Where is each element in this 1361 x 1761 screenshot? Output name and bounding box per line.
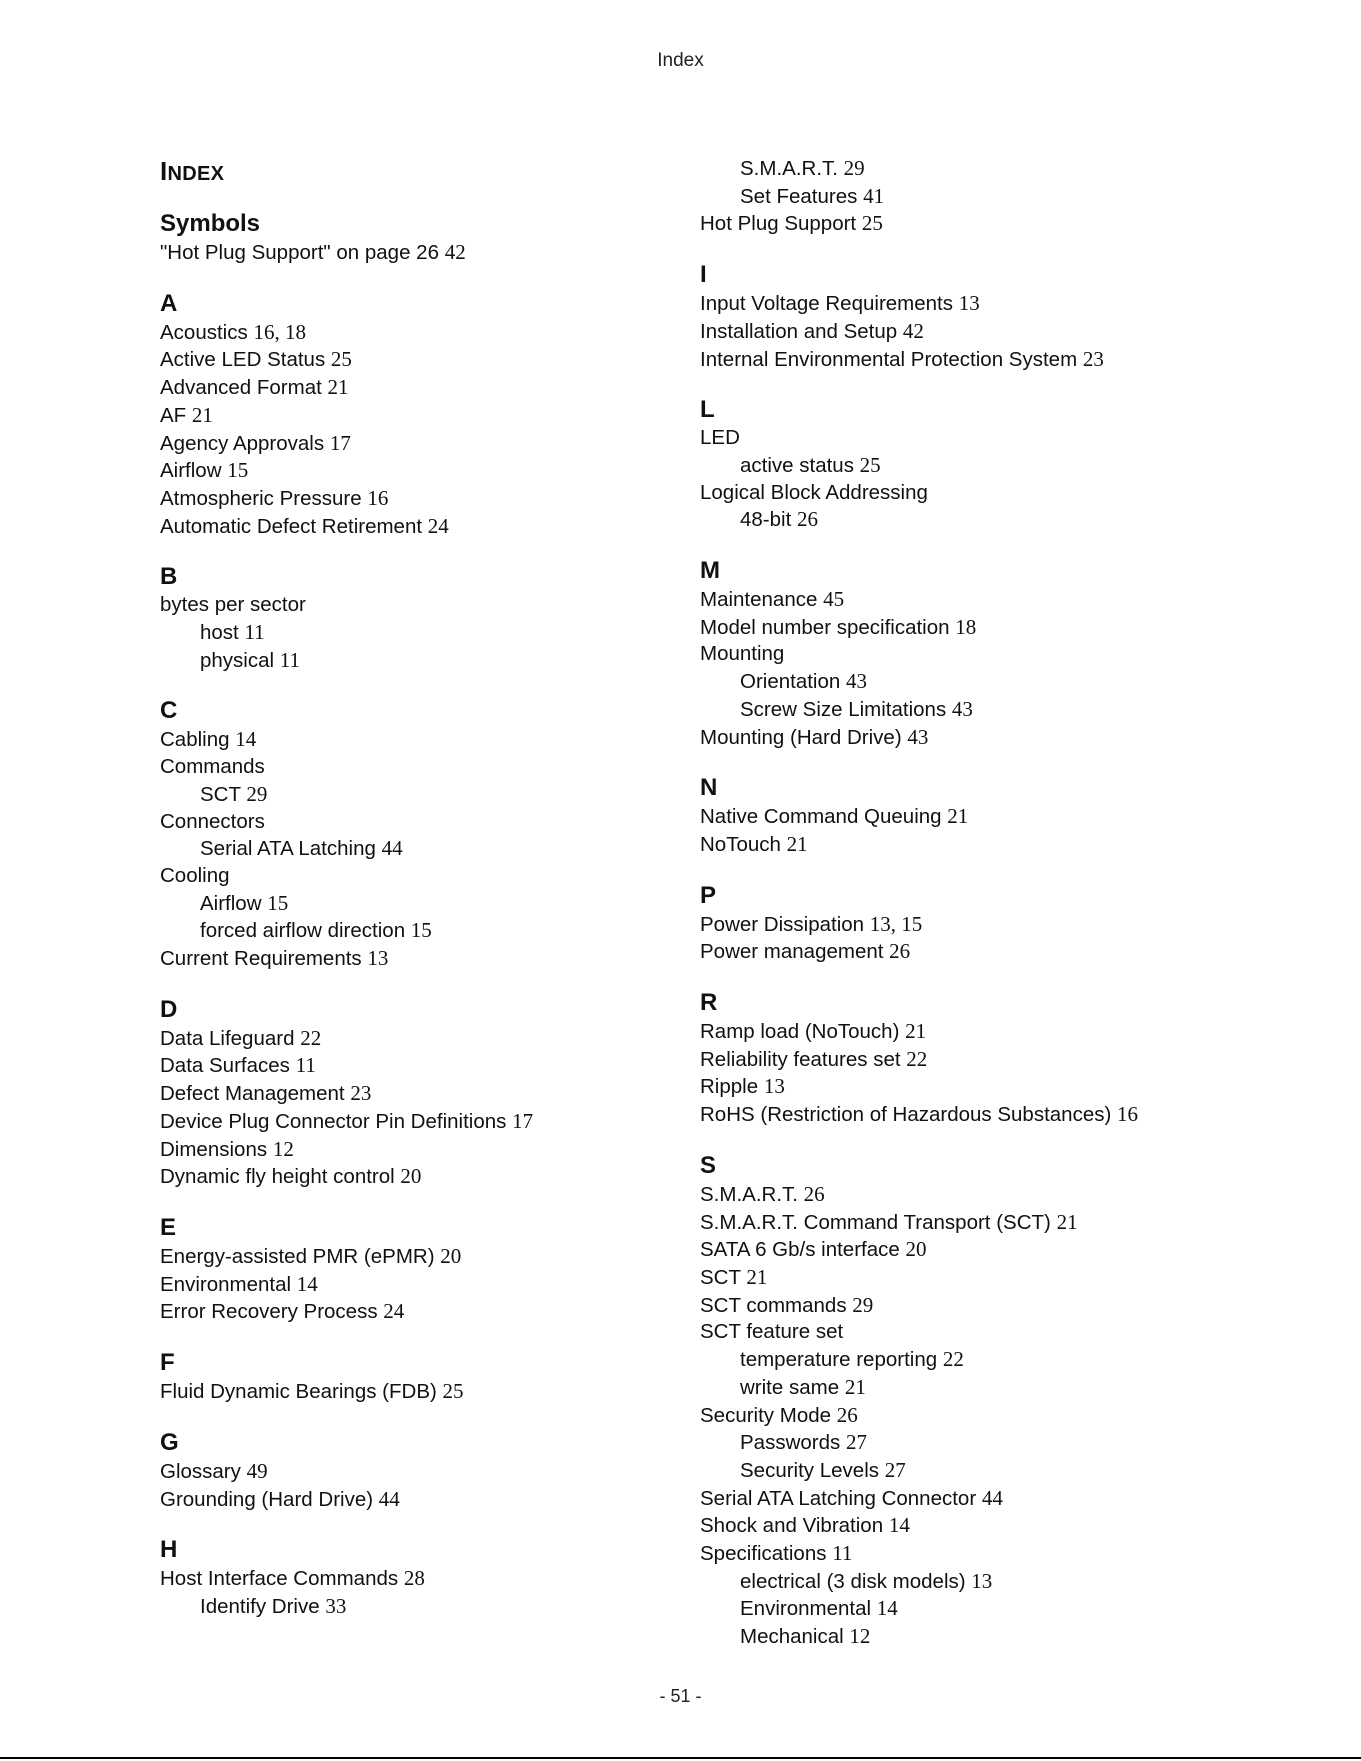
entry-term: Screw Size Limitations (740, 697, 947, 721)
entry-term: host (200, 621, 239, 645)
entry-term: AF (160, 403, 187, 427)
entry-page-ref[interactable]: 21 (1056, 1209, 1078, 1234)
entry-term: Ramp load (NoTouch) (700, 1020, 900, 1044)
entry-page-ref[interactable]: 17 (512, 1108, 534, 1133)
index-subentry (160, 890, 680, 918)
entry-term: Security Levels (740, 1458, 880, 1482)
index-entry (160, 457, 680, 485)
index-entry (700, 1402, 1260, 1430)
index-entry (700, 831, 1260, 859)
index-entry (700, 1264, 1260, 1292)
index-entry (700, 1018, 1260, 1046)
index-entry (700, 346, 1260, 374)
index-entry (160, 1565, 680, 1593)
index-entry (700, 1236, 1260, 1264)
entry-page-ref[interactable]: 24 (427, 513, 449, 538)
entry-term: Device Plug Connector Pin Definitions (160, 1109, 507, 1133)
entry-term: Advanced Format (160, 376, 322, 400)
entry-page-ref[interactable]: 15 (267, 890, 289, 915)
entry-page-ref[interactable]: 26 (803, 1181, 825, 1206)
entry-page-ref[interactable]: 25 (859, 452, 881, 477)
entry-term: SCT (200, 782, 241, 806)
entry-page-ref[interactable]: 15 (227, 458, 249, 483)
index-section (160, 1428, 680, 1513)
index-entry (700, 210, 1260, 238)
index-section (160, 1535, 680, 1620)
index-entry (160, 346, 680, 374)
index-section (700, 1151, 1260, 1651)
entry-term: Installation and Setup (700, 319, 898, 343)
section-letter: L (700, 396, 715, 424)
index-entry (700, 1540, 1260, 1568)
index-column-left (160, 150, 680, 1643)
entry-term: Energy-assisted PMR (ePMR) (160, 1244, 435, 1268)
entry-page-ref[interactable]: 41 (863, 183, 885, 208)
entry-page-ref[interactable]: 42 (444, 240, 466, 264)
index-section (700, 773, 1260, 858)
entry-page-ref[interactable]: 29 (852, 1292, 874, 1317)
index-entry (160, 1052, 680, 1080)
entry-term: Host Interface Commands (160, 1567, 399, 1591)
index-entry (160, 1486, 680, 1514)
entry-page-ref[interactable]: 29 (843, 156, 865, 180)
index-entry (700, 290, 1260, 318)
entry-term: Security Mode (700, 1403, 832, 1427)
entry-term: LED (700, 426, 740, 450)
index-entry (700, 1512, 1260, 1540)
index-entry (700, 1292, 1260, 1320)
index-entry (160, 863, 680, 890)
index-entry (160, 1243, 680, 1271)
entry-term: Connectors (160, 809, 265, 833)
entry-term: Error Recovery Process (160, 1300, 378, 1324)
entry-page-ref[interactable]: 16 (1117, 1102, 1139, 1127)
entry-term: Power management (700, 940, 884, 964)
entry-term: Reliability features set (700, 1047, 901, 1071)
entry-term: Airflow (160, 459, 222, 483)
entry-term: Model number specification (700, 615, 950, 639)
entry-term: Defect Management (160, 1082, 345, 1106)
entry-page-ref[interactable]: 13 (971, 1568, 993, 1593)
index-entry (700, 1101, 1260, 1129)
entry-term: Automatic Defect Retirement (160, 514, 423, 538)
entry-page-ref[interactable]: 22 (906, 1046, 928, 1071)
entry-page-ref[interactable]: 27 (845, 1430, 867, 1455)
entry-page-ref[interactable]: 21 (947, 804, 969, 829)
entry-term: SCT (700, 1265, 741, 1289)
entry-term: Acoustics (160, 320, 248, 344)
index-section (700, 260, 1260, 373)
index-entry (700, 803, 1260, 831)
entry-term: Native Command Queuing (700, 805, 942, 829)
entry-page-ref[interactable]: 25 (861, 211, 883, 236)
index-entry (160, 1378, 680, 1406)
entry-page-ref[interactable]: 20 (905, 1237, 927, 1262)
section-letter: D (160, 995, 178, 1023)
index-subentry (700, 1374, 1260, 1402)
index-section (160, 1213, 680, 1326)
entry-page-ref[interactable]: 22 (942, 1347, 964, 1372)
entry-term: Active LED Status (160, 348, 326, 372)
entry-page-ref[interactable]: 21 (905, 1019, 927, 1044)
entry-term: Hot Plug Support (700, 212, 857, 236)
entry-term: Ripple (700, 1075, 759, 1099)
index-entry (160, 1136, 680, 1164)
entry-page-ref[interactable]: 12 (272, 1136, 294, 1161)
entry-page-ref[interactable]: 42 (902, 318, 924, 343)
right-sections (700, 155, 1260, 1651)
section-letter: I (700, 261, 707, 289)
index-subentry (700, 183, 1260, 211)
index-entry (160, 430, 680, 458)
entry-page-ref[interactable]: 33 (325, 1593, 347, 1618)
section-letter: P (700, 881, 717, 909)
entry-term: "Hot Plug Support" on page 26 (160, 241, 439, 264)
entry-term: electrical (3 disk models) (740, 1569, 966, 1593)
entry-page-ref[interactable]: 49 (246, 1458, 268, 1483)
entry-term: SATA 6 Gb/s interface (700, 1238, 900, 1262)
section-letter: S (700, 1151, 717, 1179)
entry-term: Mechanical (740, 1625, 844, 1649)
index-section (700, 556, 1260, 751)
index-subentry (160, 781, 680, 809)
entry-term: Serial ATA Latching Connector (700, 1486, 977, 1510)
entry-page-ref[interactable]: 21 (844, 1374, 866, 1399)
entry-term: temperature reporting (740, 1348, 938, 1372)
entry-term: physical (200, 648, 275, 672)
index-entry (160, 945, 680, 973)
entry-page-ref[interactable]: 28 (403, 1566, 425, 1591)
entry-page-ref[interactable]: 26 (836, 1402, 858, 1427)
index-entry (160, 1080, 680, 1108)
index-entry (700, 1319, 1260, 1346)
entry-term: Glossary (160, 1459, 241, 1483)
index-entry (160, 726, 680, 754)
index-entry (700, 480, 1260, 507)
entry-page-ref[interactable]: 14 (888, 1513, 910, 1538)
entry-term: Grounding (Hard Drive) (160, 1487, 374, 1511)
index-subentry (700, 506, 1260, 534)
index-section (160, 289, 680, 541)
entry-page-ref[interactable]: 15 (410, 918, 432, 943)
entry-page-ref[interactable]: 29 (246, 781, 268, 806)
section-letter: B (160, 563, 178, 591)
entry-term: Mounting (700, 642, 785, 666)
index-entry (160, 402, 680, 430)
entry-page-ref[interactable]: 11 (295, 1053, 316, 1078)
running-head: Index (657, 50, 704, 71)
entry-page-ref[interactable]: 14 (235, 727, 257, 752)
entry-term: active status (740, 453, 854, 477)
entry-page-ref[interactable]: 45 (823, 587, 845, 612)
entry-term: Logical Block Addressing (700, 480, 928, 504)
entry-page-ref[interactable]: 44 (381, 836, 403, 861)
entry-term: write same (740, 1375, 840, 1399)
entry-page-ref[interactable]: 43 (845, 669, 867, 694)
entry-term: Dynamic fly height control (160, 1165, 395, 1189)
section-letter: R (700, 989, 718, 1017)
section-letter: C (160, 697, 178, 725)
index-entry (700, 641, 1260, 668)
section-letter: M (700, 557, 720, 585)
entry-term: RoHS (Restriction of Hazardous Substances) (700, 1103, 1112, 1127)
index-entry (700, 318, 1260, 346)
index-subentry (700, 452, 1260, 480)
index-entry (700, 1073, 1260, 1101)
index-entry (160, 1025, 680, 1053)
index-subentry (160, 835, 680, 863)
index-section (160, 1348, 680, 1406)
index-entry (160, 754, 680, 781)
entry-page-ref[interactable]: 11 (244, 620, 265, 645)
entry-page-ref[interactable]: 22 (300, 1025, 322, 1050)
index-entry (700, 425, 1260, 452)
entry-page-ref[interactable]: 14 (876, 1596, 898, 1621)
entry-page-ref[interactable]: 16 (367, 485, 389, 510)
entry-page-ref[interactable]: 43 (907, 724, 929, 749)
index-entry (160, 809, 680, 836)
index-subentry (700, 1568, 1260, 1596)
index-subentry (700, 696, 1260, 724)
entry-page-ref[interactable]: 11 (832, 1541, 853, 1566)
entry-page-ref[interactable]: 21 (746, 1264, 768, 1289)
index-entry (700, 614, 1260, 642)
section-letter: Symbols (160, 210, 261, 237)
entry-term: Environmental (160, 1272, 292, 1296)
entry-term: Set Features (740, 184, 858, 208)
entry-term: Commands (160, 755, 265, 779)
index-entry (160, 513, 680, 541)
entry-term: Maintenance (700, 588, 818, 612)
entry-page-ref[interactable]: 44 (378, 1486, 400, 1511)
entry-term: Input Voltage Requirements (700, 292, 953, 316)
entry-term: S.M.A.R.T. (740, 157, 838, 180)
index-entry (160, 592, 680, 619)
entry-page-ref[interactable]: 26 (796, 507, 818, 532)
entry-page-ref[interactable]: 13 (367, 946, 389, 971)
index-title: INDEX (160, 156, 225, 186)
index-section (160, 209, 680, 267)
index-entry (700, 1209, 1260, 1237)
entry-term: Orientation (740, 670, 841, 694)
entry-page-ref[interactable]: 20 (440, 1243, 462, 1268)
entry-term: Atmospheric Pressure (160, 486, 362, 510)
entry-term: Fluid Dynamic Bearings (FDB) (160, 1380, 437, 1404)
index-entry (700, 1181, 1260, 1209)
entry-page-ref[interactable]: 13, 15 (869, 911, 923, 936)
index-section (700, 395, 1260, 534)
entry-term: Power Dissipation (700, 912, 865, 936)
entry-term: Identify Drive (200, 1594, 320, 1618)
index-subentry (160, 1593, 680, 1621)
entry-term: Airflow (200, 891, 262, 915)
bottom-rule (0, 1757, 1361, 1759)
index-subentry (700, 155, 1260, 183)
entry-term: SCT feature set (700, 1320, 844, 1344)
index-subentry (700, 1457, 1260, 1485)
entry-page-ref[interactable]: 17 (329, 430, 351, 455)
entry-page-ref[interactable]: 23 (350, 1081, 372, 1106)
entry-term: Dimensions (160, 1137, 268, 1161)
index-subentry (160, 647, 680, 675)
entry-page-ref[interactable]: 14 (296, 1271, 318, 1296)
index-entry (700, 1485, 1260, 1513)
section-letter: A (160, 289, 178, 317)
entry-page-ref[interactable]: 21 (327, 375, 349, 400)
entry-page-ref[interactable]: 24 (383, 1299, 405, 1324)
index-entry (700, 911, 1260, 939)
section-letter: G (160, 1428, 179, 1456)
entry-term: bytes per sector (160, 593, 306, 617)
entry-term: SCT commands (700, 1293, 847, 1317)
entry-term: Passwords (740, 1431, 841, 1455)
entry-term: Data Lifeguard (160, 1026, 295, 1050)
entry-page-ref[interactable]: 43 (951, 696, 973, 721)
entry-page-ref[interactable]: 21 (191, 402, 213, 427)
section-letter: N (700, 774, 718, 802)
index-subentry (700, 1623, 1260, 1651)
index-entry (160, 1271, 680, 1299)
entry-page-ref[interactable]: 11 (279, 647, 300, 672)
entry-term: Specifications (700, 1542, 827, 1566)
section-letter: F (160, 1349, 175, 1377)
left-sections (160, 209, 680, 1621)
index-entry (160, 1298, 680, 1326)
entry-page-ref[interactable]: 44 (981, 1485, 1003, 1510)
index-section (160, 562, 680, 674)
entry-page-ref[interactable]: 23 (1082, 346, 1104, 371)
entry-term: Shock and Vibration (700, 1514, 884, 1538)
entry-term: Agency Approvals (160, 431, 325, 455)
index-entry (160, 374, 680, 402)
entry-term: Serial ATA Latching (200, 837, 376, 861)
entry-term: Cabling (160, 728, 230, 752)
entry-term: Cooling (160, 863, 230, 887)
entry-page-ref[interactable]: 16, 18 (253, 319, 306, 344)
entry-page-ref[interactable]: 26 (889, 939, 911, 964)
index-subentry (700, 1429, 1260, 1457)
index-subentry (700, 668, 1260, 696)
entry-term: 48-bit (740, 508, 792, 532)
index-entry (160, 1458, 680, 1486)
entry-page-ref[interactable]: 25 (330, 347, 352, 372)
entry-page-ref[interactable]: 25 (442, 1379, 464, 1404)
page-number: - 51 - (659, 1686, 702, 1706)
index-section (700, 155, 1260, 238)
index-subentry (160, 619, 680, 647)
entry-term: Internal Environmental Protection System (700, 347, 1078, 371)
index-entry (160, 319, 680, 347)
index-section (700, 988, 1260, 1129)
index-entry (160, 1108, 680, 1136)
entry-page-ref[interactable]: 13 (958, 291, 980, 316)
index-entry (160, 1163, 680, 1191)
section-letter: E (160, 1213, 177, 1241)
index-entry (700, 724, 1260, 752)
index-subentry (700, 1346, 1260, 1374)
entry-page-ref[interactable]: 21 (786, 831, 808, 856)
index-entry (700, 586, 1260, 614)
index-section (160, 995, 680, 1191)
index-section (160, 696, 680, 972)
entry-term: Environmental (740, 1597, 872, 1621)
entry-term: forced airflow direction (200, 919, 406, 943)
entry-page-ref[interactable]: 13 (763, 1074, 785, 1099)
entry-term: Data Surfaces (160, 1054, 290, 1078)
entry-page-ref[interactable]: 12 (849, 1624, 871, 1649)
entry-term: S.M.A.R.T. Command Transport (SCT) (700, 1210, 1051, 1234)
entry-page-ref[interactable]: 27 (884, 1457, 906, 1482)
section-letter: H (160, 1536, 178, 1564)
entry-term: Current Requirements (160, 947, 362, 971)
entry-page-ref[interactable]: 18 (955, 614, 977, 639)
index-section (700, 881, 1260, 966)
index-subentry (700, 1595, 1260, 1623)
entry-term: NoTouch (700, 832, 781, 856)
index-entry (700, 1046, 1260, 1074)
index-subentry (160, 917, 680, 945)
entry-page-ref[interactable]: 20 (400, 1164, 422, 1189)
index-entry (160, 485, 680, 513)
entry-term: S.M.A.R.T. (700, 1182, 798, 1206)
index-entry (700, 938, 1260, 966)
index-column-right (700, 155, 1260, 1673)
index-entry (160, 239, 680, 267)
entry-term: Mounting (Hard Drive) (700, 725, 902, 749)
